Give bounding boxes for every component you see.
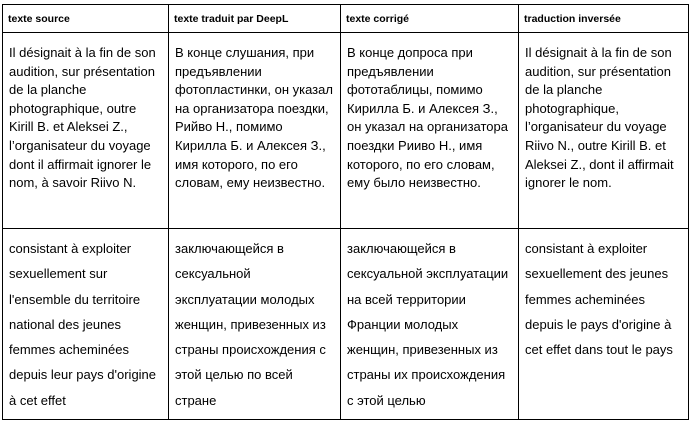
translation-comparison-table (2, 4, 689, 420)
cell-corrected-text (341, 229, 519, 420)
cell-source-text (3, 229, 169, 420)
header-corrected-text: texte corrigé (341, 5, 519, 33)
cell-back-translation (519, 229, 689, 420)
cell-text: заключающейся в сексуальной эксплуатации на всей территории Франции молодых женщин, привезенных из страны их происхождения с этой целью (347, 241, 509, 408)
table-row (3, 229, 689, 420)
cell-deepl-translation (169, 229, 341, 420)
cell-deepl-translation (169, 33, 341, 229)
header-row (3, 5, 689, 33)
cell-source-text (3, 33, 169, 229)
cell-text: В конце слушания, при предъявлении фотопластинки, он указал на организатора поездки, Рийво Н., помимо Кирилла Б. и Алексея З., имя которого, по его словам, ему неизвестно. (175, 45, 333, 191)
cell-text: заключающейся в сексуальной эксплуатации молодых женщин, привезенных из страны происхождения с этой целью по всей стране (175, 241, 326, 408)
cell-corrected-text (341, 33, 519, 229)
header-back-translation: traduction inversée (519, 5, 689, 33)
cell-text: Il désignait à la fin de son audition, sur présentation de la planche photographique, l’organisateur du voyage Riivo N., outre Kirill B. et Aleksei Z., dont il affirmait ignorer le nom. (525, 45, 674, 191)
header-source-text: texte source (3, 5, 169, 33)
cell-text: consistant à exploiter sexuellement sur l'ensemble du territoire national des jeunes femmes acheminées depuis leur pays d'origine à cet effet (9, 241, 157, 408)
table-row (3, 33, 689, 229)
cell-text: consistant à exploiter sexuellement des jeunes femmes acheminées depuis le pays d'origine à cet effet dans tout le pays (525, 241, 673, 358)
cell-text: В конце допроса при предъявлении фототаблицы, помимо Кирилла Б. и Алексея З., он указал на организатора поездки Рииво Н., имя которого, по его словам, ему было неизвестно. (347, 45, 508, 191)
cell-text: Il désignait à la fin de son audition, sur présentation de la planche photographique, outre Kirill B. et Aleksei Z., l’organisateur du voyage dont il affirmait ignorer le nom, à savoir Riivo N. (9, 45, 156, 191)
header-deepl-translation: texte traduit par DeepL (169, 5, 341, 33)
cell-back-translation (519, 33, 689, 229)
